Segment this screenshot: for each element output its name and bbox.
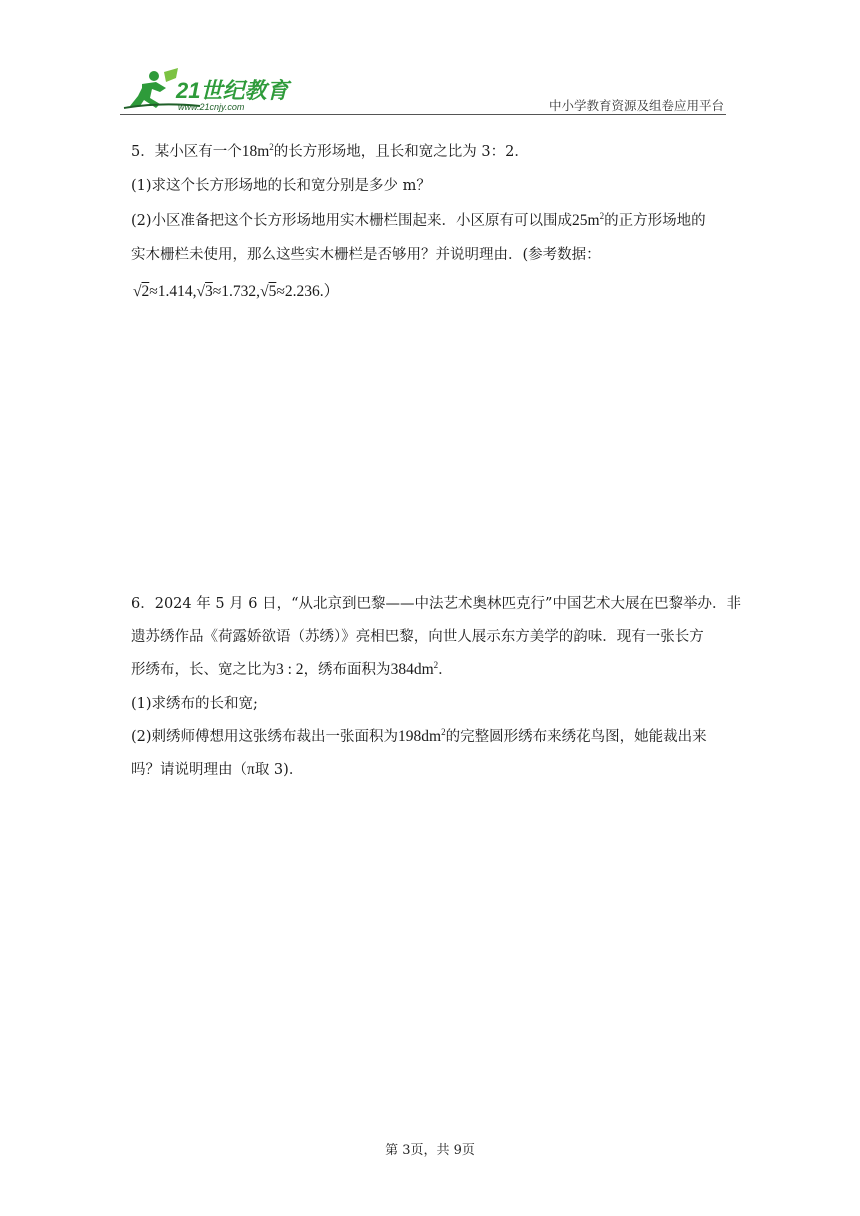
q5-part-2-cont: 实木栅栏未使用，那么这些实木栅栏是否够用？并说明理由．(参考数据： [131, 247, 601, 263]
runner-logo-icon [120, 62, 300, 114]
q5-part-1: (1)求这个长方形场地的长和宽分别是多少 m？ [131, 178, 431, 194]
pi-symbol: π [247, 761, 255, 778]
area-384: $384dm^2$ [390, 660, 439, 678]
area-25: $25m^2$ [572, 211, 605, 229]
area-198: $198dm^2$ [398, 727, 446, 745]
page-footer: 第 3页，共 9页 [385, 1143, 475, 1158]
sqrt-icon: √ [260, 283, 269, 300]
sqrt-icon: √ [196, 283, 206, 300]
q6-part-2-cont: 吗？请说明理由（π取 3)． [131, 761, 304, 778]
q6-line-3: 形绣布，长、宽之比为3 : 2，绣布面积为$384dm^2$． [131, 660, 453, 678]
q6-line-1: 6．2024 年 5 月 6 日，“从北京到巴黎——中法艺术奥林匹克行”中国艺术大展在巴黎举办．非 [131, 596, 741, 612]
logo-url: www.21cnjy.com [178, 102, 245, 112]
ratio: 3 : 2 [276, 661, 304, 678]
q5-line-1: 5．某小区有一个$18m^2$的长方形场地，且长和宽之比为 3：2． [131, 142, 529, 160]
q6-line-2: 遗苏绣作品《荷露娇欲语（苏绣）》亮相巴黎，向世人展示东方美学的韵味．现有一张长方 [131, 629, 704, 645]
page-header [120, 62, 726, 114]
logo-text: 21世纪教育 [176, 78, 289, 103]
q6-part-1: (1)求绣布的长和宽; [131, 696, 258, 712]
area-18: $18m^2$ [241, 142, 274, 160]
reference-data: √2≈1.414,√3≈1.732,√5≈2.236.） [133, 283, 340, 300]
q5-part-2: (2)小区准备把这个长方形场地用实木栅栏围起来．小区原有可以围成$25m^2$的正方形场地的 [131, 211, 706, 229]
header-divider [120, 114, 726, 115]
logo [120, 62, 300, 114]
q6-part-2: (2)刺绣师傅想用这张绣布裁出一张面积为$198dm^2$的完整圆形绣布来绣花鸟图，她能裁出来 [131, 727, 707, 745]
sqrt-icon: √ [133, 283, 142, 300]
platform-name: 中小学教育资源及组卷应用平台 [548, 98, 724, 113]
